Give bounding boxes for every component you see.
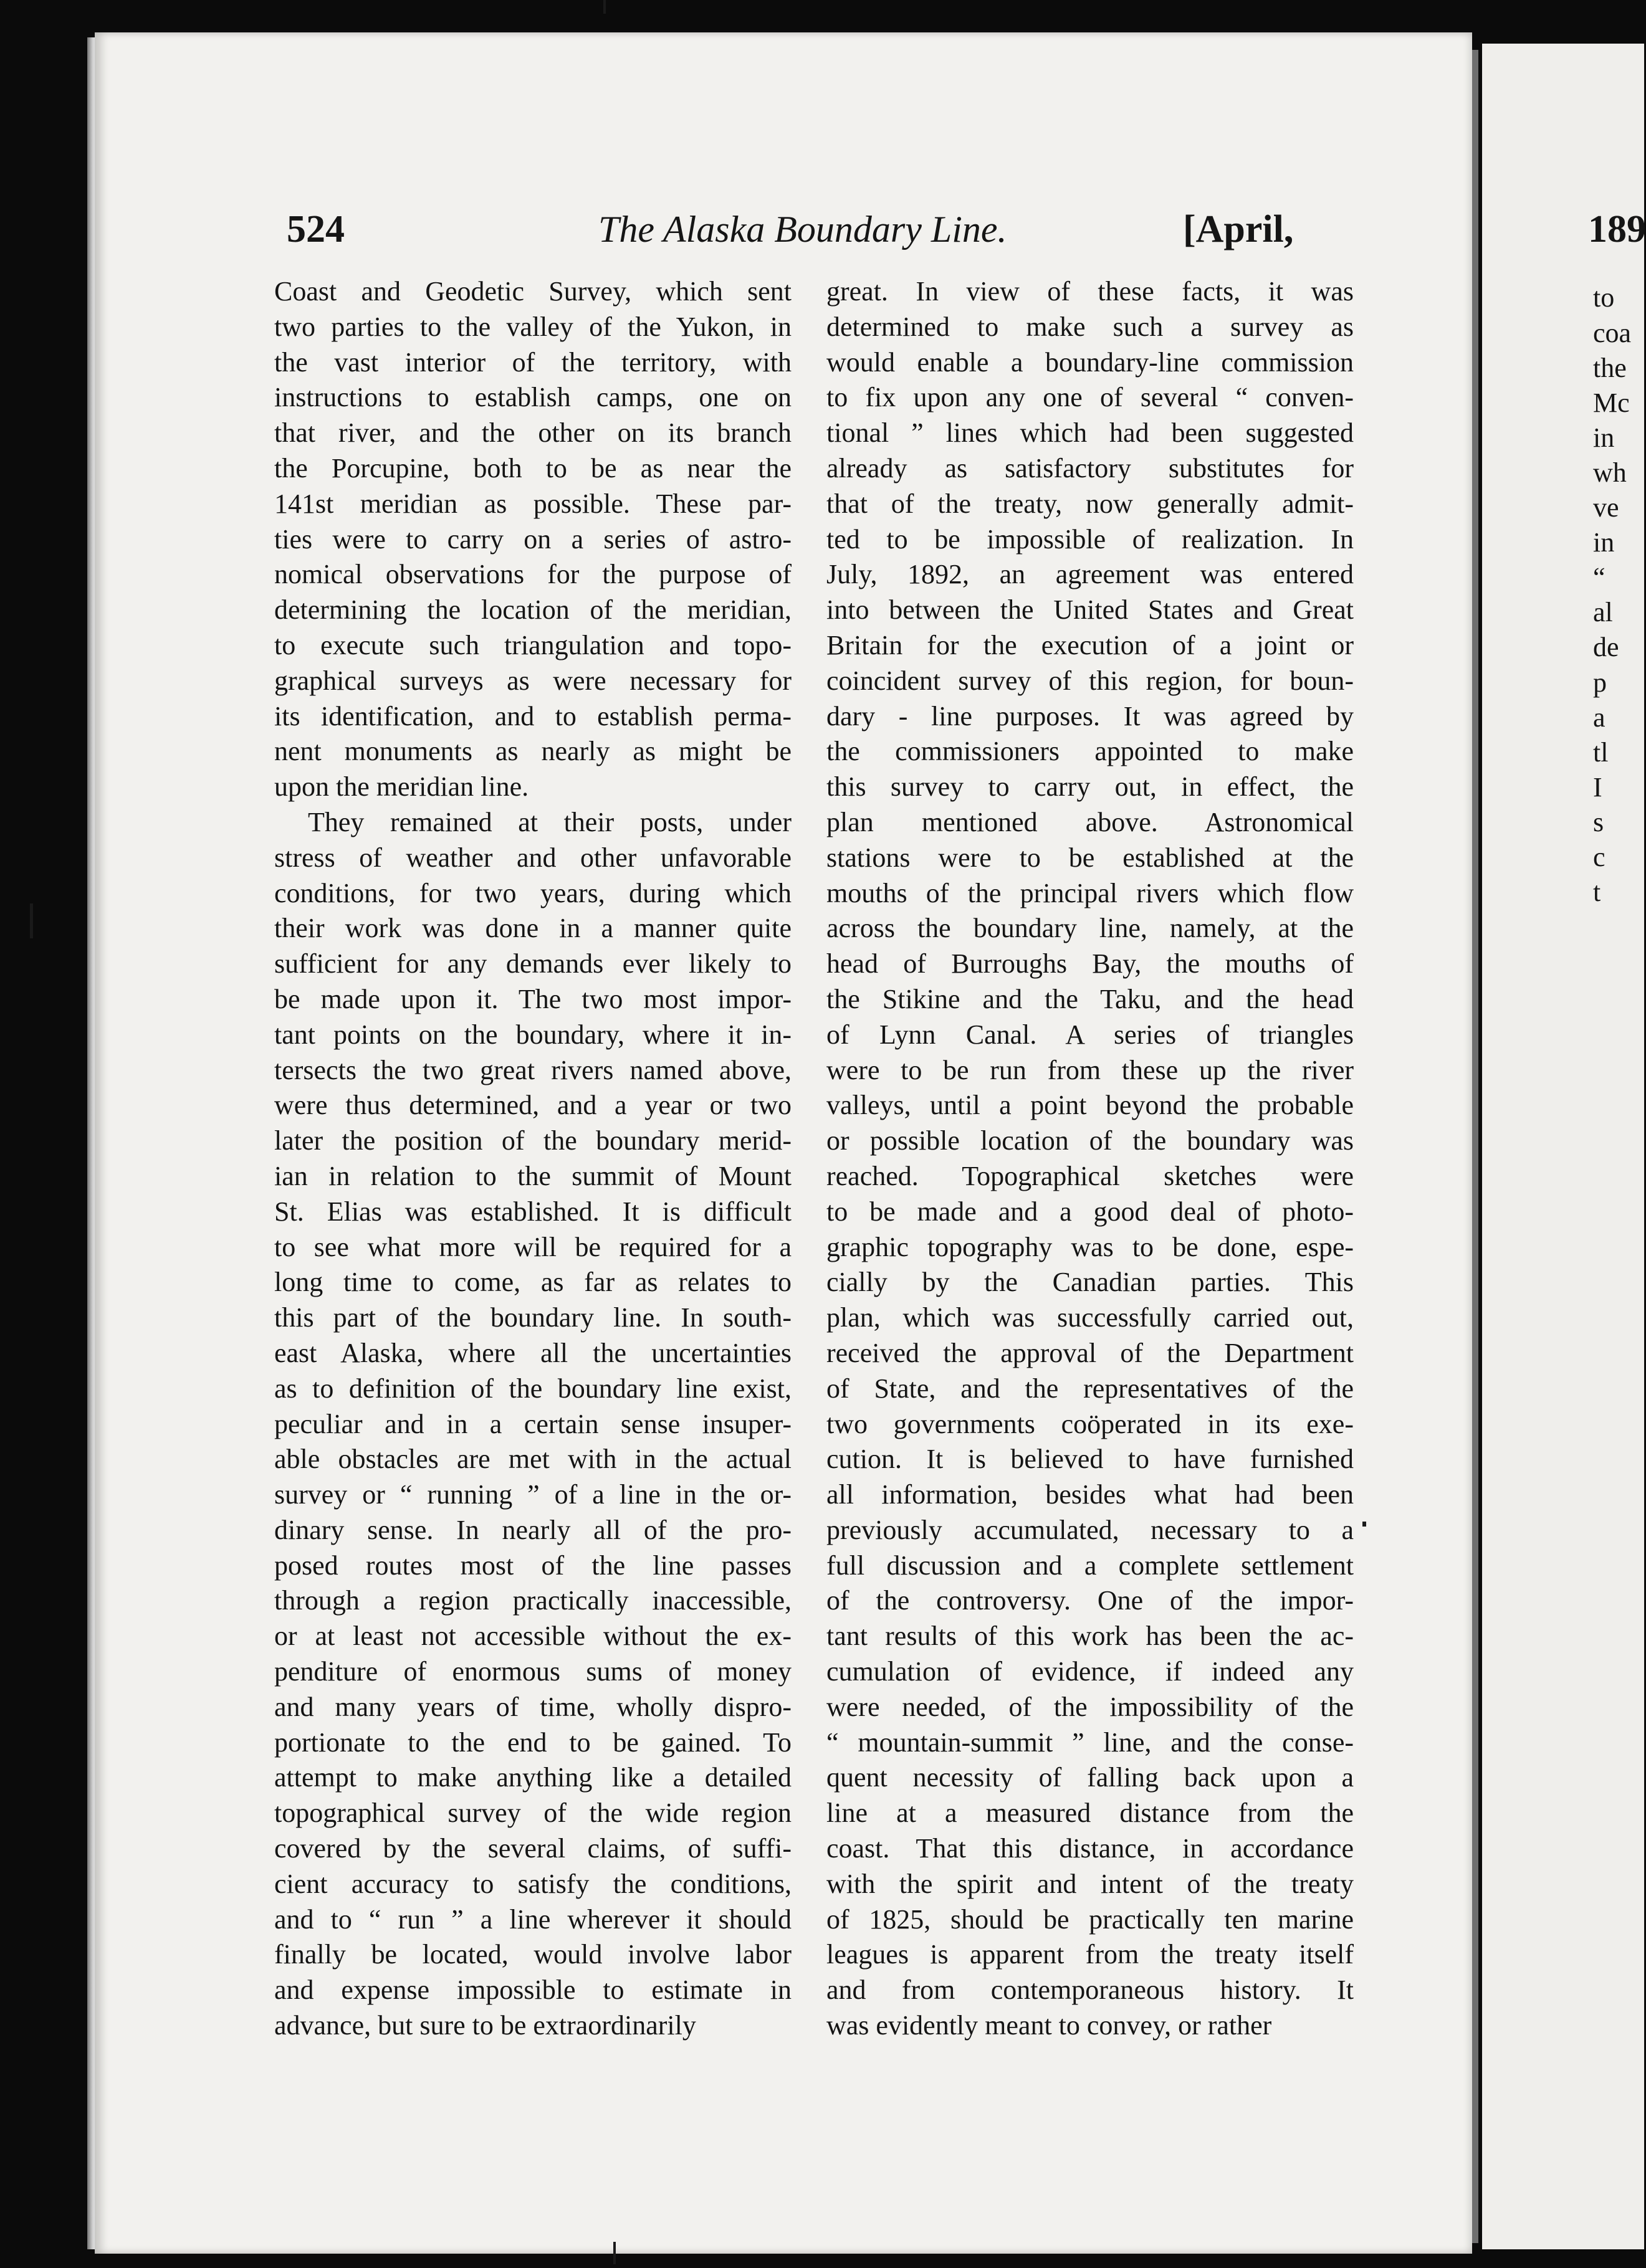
facing-page-word: p	[1593, 667, 1607, 698]
facing-page-word: in	[1593, 422, 1615, 453]
text-line: plan, which was successfully carried out,	[826, 1302, 1354, 1333]
text-line: instructions to establish camps, one on	[274, 382, 792, 413]
text-line: stress of weather and other unfavorable	[274, 842, 792, 873]
text-line: was evidently meant to convey, or rather	[826, 2010, 1272, 2041]
text-line: previously accumulated, necessary to a	[826, 1514, 1354, 1545]
scan-speck	[603, 0, 606, 14]
text-line: were to be run from these up the river	[826, 1054, 1354, 1085]
text-line: ian in relation to the summit of Mount	[274, 1160, 792, 1191]
text-line: were thus determined, and a year or two	[274, 1090, 792, 1121]
text-line: the vast interior of the territory, with	[274, 346, 792, 378]
text-line: great. In view of these facts, it was	[826, 276, 1354, 307]
scan-speck	[1362, 1522, 1366, 1527]
text-line: this part of the boundary line. In south-	[274, 1302, 792, 1333]
text-line: peculiar and in a certain sense insuper-	[274, 1408, 792, 1439]
running-title: The Alaska Boundary Line.	[598, 209, 1007, 250]
page-number: 524	[287, 208, 345, 250]
facing-page-word: t	[1593, 877, 1601, 907]
text-line: portionate to the end to be gained. To	[274, 1727, 792, 1758]
text-line: mouths of the principal rivers which flow	[826, 877, 1354, 908]
facing-page-word: “	[1593, 562, 1605, 593]
text-line: valleys, until a point beyond the probable	[826, 1090, 1354, 1121]
facing-page-word: coa	[1593, 318, 1632, 348]
text-line: into between the United States and Great	[826, 594, 1354, 626]
text-line: sufficient for any demands ever likely to	[274, 948, 792, 979]
text-line: that river, and the other on its branch	[274, 417, 792, 449]
text-line: determining the location of the meridian,	[274, 594, 792, 626]
running-month: [April,	[1183, 208, 1294, 250]
text-line: quent necessity of falling back upon a	[826, 1762, 1354, 1793]
text-line: that of the treaty, now generally admit-	[826, 488, 1354, 519]
text-line: “ mountain-summit ” line, and the conse-	[826, 1727, 1354, 1758]
text-line: and many years of time, wholly dispro-	[274, 1691, 792, 1722]
text-line: penditure of enormous sums of money	[274, 1656, 792, 1687]
text-line: Britain for the execution of a joint or	[826, 629, 1354, 660]
text-line: later the position of the boundary merid-	[274, 1125, 792, 1156]
facing-page-word: wh	[1593, 457, 1627, 488]
text-line: line at a measured distance from the	[826, 1798, 1354, 1829]
text-line: cient accuracy to satisfy the conditions,	[274, 1868, 792, 1899]
text-line: were needed, of the impossibility of the	[826, 1691, 1354, 1722]
text-line: be made upon it. The two most impor-	[274, 983, 792, 1014]
text-line: of the controversy. One of the impor-	[826, 1585, 1354, 1616]
text-line: posed routes most of the line passes	[274, 1550, 792, 1581]
text-line: received the approval of the Department	[826, 1337, 1354, 1368]
right-text-column	[826, 274, 1354, 2044]
text-line: They remained at their posts, under	[308, 806, 792, 837]
text-line: across the boundary line, namely, at the	[826, 913, 1354, 944]
text-line: and to “ run ” a line wherever it should	[274, 1904, 792, 1935]
text-line: to fix upon any one of several “ conven-	[826, 382, 1354, 413]
text-line: ties were to carry on a series of astro-	[274, 523, 792, 555]
text-line: of 1825, should be practically ten marine	[826, 1904, 1354, 1935]
text-line: the commissioners appointed to make	[826, 736, 1354, 767]
text-line: July, 1892, an agreement was entered	[826, 559, 1354, 590]
text-line: long time to come, as far as relates to	[274, 1267, 792, 1298]
text-line: full discussion and a complete settlement	[826, 1550, 1354, 1581]
text-line: of State, and the representatives of the	[826, 1373, 1354, 1404]
text-line: already as satisfactory substitutes for	[826, 452, 1354, 484]
text-line: advance, but sure to be extraordinarily	[274, 2010, 696, 2041]
text-line: covered by the several claims, of suffi-	[274, 1833, 792, 1864]
text-line: to see what more will be required for a	[274, 1231, 792, 1262]
text-line: leagues is apparent from the treaty itself	[826, 1939, 1354, 1970]
text-line: through a region practically inaccessible,	[274, 1585, 792, 1616]
text-line: attempt to make anything like a detailed	[274, 1762, 792, 1793]
text-line: nomical observations for the purpose of	[274, 559, 792, 590]
text-line: determined to make such a survey as	[826, 311, 1354, 342]
text-line: all information, besides what had been	[826, 1479, 1354, 1510]
scan-speck	[613, 2242, 616, 2264]
page-gutter-shadow	[1472, 50, 1478, 2243]
text-line: the Stikine and the Taku, and the head	[826, 983, 1354, 1014]
text-line: dinary sense. In nearly all of the pro-	[274, 1514, 792, 1545]
facing-page-word: ve	[1593, 492, 1619, 523]
text-line: with the spirit and intent of the treaty	[826, 1868, 1354, 1899]
facing-page-word: Mc	[1593, 388, 1630, 418]
text-line: topographical survey of the wide region	[274, 1798, 792, 1829]
text-line: cumulation of evidence, if indeed any	[826, 1656, 1354, 1687]
text-line: or at least not accessible without the ex-	[274, 1621, 792, 1652]
text-line: would enable a boundary-line commission	[826, 346, 1354, 378]
text-line: of Lynn Canal. A series of triangles	[826, 1019, 1354, 1050]
facing-page-word: s	[1593, 807, 1604, 837]
facing-page-word: I	[1593, 772, 1602, 803]
text-line: its identification, and to establish perma-	[274, 700, 792, 731]
text-line: plan mentioned above. Astronomical	[826, 806, 1354, 837]
text-line: nent monuments as nearly as might be	[274, 736, 792, 767]
text-line: Coast and Geodetic Survey, which sent	[274, 276, 792, 307]
text-line: dary - line purposes. It was agreed by	[826, 700, 1354, 731]
text-line: as to definition of the boundary line exist,	[274, 1373, 792, 1404]
text-line: tant results of this work has been the ac-	[826, 1621, 1354, 1652]
text-line: this survey to carry out, in effect, the	[826, 771, 1354, 803]
facing-page-word: tl	[1593, 737, 1609, 768]
text-line: coast. That this distance, in accordance	[826, 1833, 1354, 1864]
text-line: and from contemporaneous history. It	[826, 1975, 1354, 2006]
text-line: cution. It is believed to have furnished	[826, 1444, 1354, 1475]
text-line: or possible location of the boundary was	[826, 1125, 1354, 1156]
text-line: able obstacles are met with in the actual	[274, 1444, 792, 1475]
text-line: ted to be impossible of realization. In	[826, 523, 1354, 555]
text-line: survey or “ running ” of a line in the or-	[274, 1479, 792, 1510]
text-line: tersects the two great rivers named above,	[274, 1054, 792, 1085]
text-line: finally be located, would involve labor	[274, 1939, 792, 1970]
scan-speck	[30, 903, 33, 938]
facing-page-word: a	[1593, 702, 1605, 733]
text-line: to execute such triangulation and topo-	[274, 629, 792, 660]
text-line: tant points on the boundary, where it in-	[274, 1019, 792, 1050]
text-line: conditions, for two years, during which	[274, 877, 792, 908]
facing-page-word: de	[1593, 632, 1619, 662]
text-line: east Alaska, where all the uncertainties	[274, 1337, 792, 1368]
text-line: upon the meridian line.	[274, 771, 529, 803]
text-line: coincident survey of this region, for boun-	[826, 665, 1354, 696]
text-line: graphical surveys as were necessary for	[274, 665, 792, 696]
text-line: two governments coöperated in its exe-	[826, 1408, 1354, 1439]
text-line: and expense impossible to estimate in	[274, 1975, 792, 2006]
facing-page-number: 189	[1588, 208, 1646, 250]
text-line: two parties to the valley of the Yukon, in	[274, 311, 792, 342]
left-text-column	[274, 274, 792, 2044]
facing-page-word: c	[1593, 842, 1605, 872]
text-line: 141st meridian as possible. These par-	[274, 488, 792, 519]
text-line: the Porcupine, both to be as near the	[274, 452, 792, 484]
text-line: head of Burroughs Bay, the mouths of	[826, 948, 1354, 979]
text-line: their work was done in a manner quite	[274, 913, 792, 944]
facing-page-word: to	[1593, 282, 1615, 313]
facing-page-word: al	[1593, 597, 1613, 627]
text-line: reached. Topographical sketches were	[826, 1160, 1354, 1191]
text-line: stations were to be established at the	[826, 842, 1354, 873]
text-line: to be made and a good deal of photo-	[826, 1196, 1354, 1227]
text-line: tional ” lines which had been suggested	[826, 417, 1354, 449]
facing-page-word: in	[1593, 527, 1615, 558]
facing-page-word: the	[1593, 353, 1627, 383]
text-line: St. Elias was established. It is difficult	[274, 1196, 792, 1227]
text-line: graphic topography was to be done, espe-	[826, 1231, 1354, 1262]
text-line: cially by the Canadian parties. This	[826, 1267, 1354, 1298]
